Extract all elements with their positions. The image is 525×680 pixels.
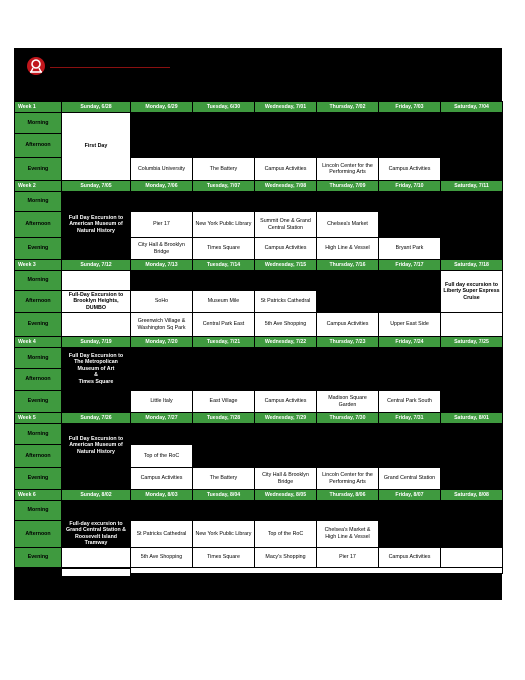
slot-label: Evening — [15, 547, 62, 567]
slot-label: Evening — [15, 313, 62, 337]
excursion-line: & — [94, 372, 98, 379]
slot-label: Morning — [15, 424, 62, 445]
slot-label: Afternoon — [15, 369, 62, 391]
day-header: Monday, 7/27 — [131, 413, 193, 424]
slot-label: Evening — [15, 391, 62, 413]
slot-row — [15, 501, 503, 521]
activity-cell: 5th Ave Shopping — [255, 313, 317, 337]
week-label: Week 4 — [15, 337, 62, 348]
week-header-row — [15, 181, 503, 192]
activity-cell: Times Square — [193, 238, 255, 260]
empty-cell — [379, 521, 503, 548]
activity-cell: Top of the RoC — [255, 521, 317, 548]
empty-cell — [131, 113, 503, 134]
week-header-row — [15, 490, 503, 501]
activity-cell: New York Public Library — [193, 521, 255, 548]
day-header: Monday, 6/29 — [131, 102, 193, 113]
activity-cell: Lincoln Center for the Performing Arts — [317, 468, 379, 490]
activity-cell: East Village — [193, 391, 255, 413]
empty-cell — [62, 271, 131, 291]
day-header: Thursday, 7/30 — [317, 413, 379, 424]
empty-cell — [15, 567, 62, 573]
week-header-row — [15, 413, 503, 424]
activity-cell: Central Park South — [379, 391, 441, 413]
day-header: Friday, 7/10 — [379, 181, 441, 192]
activity-cell: Columbia University — [131, 158, 193, 181]
empty-cell — [317, 291, 441, 313]
day-header: Tuesday, 8/04 — [193, 490, 255, 501]
activity-cell: Museum Mile — [193, 291, 255, 313]
excursion-cell: Full day excursion to Liberty Super Express Cruise — [441, 271, 503, 313]
slot-label: Afternoon — [15, 291, 62, 313]
empty-cell — [62, 238, 131, 260]
activity-cell: Central Park East — [193, 313, 255, 337]
slot-row — [15, 313, 503, 337]
day-header: Monday, 7/06 — [131, 181, 193, 192]
day-header: Wednesday, 7/22 — [255, 337, 317, 348]
slot-label: Morning — [15, 501, 62, 521]
empty-cell — [62, 468, 131, 490]
activity-cell: Upper East Side — [379, 313, 441, 337]
week-label: Week 5 — [15, 413, 62, 424]
empty-cell — [62, 501, 131, 521]
empty-cell — [131, 348, 503, 369]
empty-cell — [131, 134, 503, 158]
day-header: Saturday, 8/01 — [441, 413, 503, 424]
activity-cell: New York Public Library — [193, 212, 255, 238]
slot-row — [15, 521, 503, 548]
day-header: Wednesday, 8/05 — [255, 490, 317, 501]
activity-cell: Bryant Park — [379, 238, 441, 260]
slot-row — [15, 271, 503, 291]
header-rule — [50, 67, 170, 68]
day-header: Saturday, 7/04 — [441, 102, 503, 113]
activity-cell: Top of the RoC — [131, 445, 193, 468]
activity-cell: Madison Square Garden — [317, 391, 379, 413]
day-header: Friday, 7/17 — [379, 260, 441, 271]
empty-cell — [441, 468, 503, 490]
day-header: Wednesday, 7/01 — [255, 102, 317, 113]
excursion-cell: Full Day Excursion to American Museum of Natural History — [62, 424, 131, 468]
week-header-row — [15, 102, 503, 113]
day-header: Tuesday, 7/28 — [193, 413, 255, 424]
day-header: Friday, 7/24 — [379, 337, 441, 348]
activity-cell: 5th Ave Shopping — [131, 547, 193, 567]
day-header: Friday, 8/07 — [379, 490, 441, 501]
week-label: Week 2 — [15, 181, 62, 192]
week-header-row — [15, 260, 503, 271]
day-header: Sunday, 7/05 — [62, 181, 131, 192]
empty-cell — [441, 238, 503, 260]
empty-cell — [62, 391, 131, 413]
activity-cell: Little Italy — [131, 391, 193, 413]
logo-icon — [26, 56, 46, 76]
activity-cell: Grand Central Station — [379, 468, 441, 490]
slot-row — [15, 192, 503, 212]
slot-row — [15, 212, 503, 238]
footer-bar — [131, 567, 503, 573]
day-header: Tuesday, 7/21 — [193, 337, 255, 348]
excursion-cell: First Day — [62, 113, 131, 181]
slot-row — [15, 468, 503, 490]
empty-cell — [62, 313, 131, 337]
day-header: Saturday, 8/08 — [441, 490, 503, 501]
week-label: Week 1 — [15, 102, 62, 113]
activity-cell: The Battery — [193, 158, 255, 181]
activity-cell: SoHo — [131, 291, 193, 313]
day-header: Monday, 8/03 — [131, 490, 193, 501]
day-header: Monday, 7/13 — [131, 260, 193, 271]
activity-cell: City Hall & Brooklyn Bridge — [255, 468, 317, 490]
slot-label: Morning — [15, 348, 62, 369]
empty-cell — [131, 271, 441, 291]
slot-row — [15, 238, 503, 260]
week-header-row — [15, 337, 503, 348]
activity-cell: St Patricks Cathedral — [255, 291, 317, 313]
activity-cell: City Hall & Brooklyn Bridge — [131, 238, 193, 260]
slot-row — [15, 291, 503, 313]
day-header: Sunday, 7/12 — [62, 260, 131, 271]
day-header: Tuesday, 7/07 — [193, 181, 255, 192]
empty-cell — [379, 212, 503, 238]
slot-row — [15, 391, 503, 413]
day-header: Tuesday, 6/30 — [193, 102, 255, 113]
slot-label: Afternoon — [15, 212, 62, 238]
activity-cell: Macy's Shopping — [255, 547, 317, 567]
activity-cell: Summit One & Grand Central Station — [255, 212, 317, 238]
day-header: Sunday, 6/28 — [62, 102, 131, 113]
activity-cell: St Patricks Cathedral — [131, 521, 193, 548]
empty-cell — [131, 501, 503, 521]
day-header: Thursday, 7/09 — [317, 181, 379, 192]
activity-cell: Campus Activities — [255, 391, 317, 413]
slot-label: Morning — [15, 192, 62, 212]
slot-label: Evening — [15, 158, 62, 181]
activity-cell: Lincoln Center for the Performing Arts — [317, 158, 379, 181]
slot-row — [15, 424, 503, 445]
slot-row — [15, 113, 503, 134]
activity-cell: Times Square — [193, 547, 255, 567]
activity-cell: Campus Activities — [379, 158, 441, 181]
schedule-sheet — [14, 48, 502, 600]
day-header: Monday, 7/20 — [131, 337, 193, 348]
activity-cell: High Line & Vessel — [317, 238, 379, 260]
slot-label: Evening — [15, 468, 62, 490]
activity-cell: Campus Activities — [317, 313, 379, 337]
slot-label: Afternoon — [15, 134, 62, 158]
activity-cell: Campus Activities — [379, 547, 441, 567]
empty-cell — [62, 547, 131, 567]
activity-cell: Chelsea's Market — [317, 212, 379, 238]
empty-cell — [441, 313, 503, 337]
day-header: Wednesday, 7/29 — [255, 413, 317, 424]
excursion-cell — [62, 348, 131, 391]
day-header: Wednesday, 7/08 — [255, 181, 317, 192]
activity-cell: The Battery — [193, 468, 255, 490]
day-header: Thursday, 7/16 — [317, 260, 379, 271]
week-label: Week 3 — [15, 260, 62, 271]
day-header: Tuesday, 7/14 — [193, 260, 255, 271]
slot-label: Afternoon — [15, 521, 62, 548]
slot-label: Morning — [15, 271, 62, 291]
week-label: Week 6 — [15, 490, 62, 501]
empty-cell — [441, 158, 503, 181]
notes-box — [62, 569, 130, 576]
day-header: Friday, 7/03 — [379, 102, 441, 113]
day-header: Sunday, 8/02 — [62, 490, 131, 501]
slot-label: Morning — [15, 113, 62, 134]
day-header: Saturday, 7/25 — [441, 337, 503, 348]
day-header: Thursday, 7/02 — [317, 102, 379, 113]
activity-cell: Campus Activities — [131, 468, 193, 490]
activity-cell: Pier 17 — [317, 547, 379, 567]
day-header: Saturday, 7/18 — [441, 260, 503, 271]
day-header: Friday, 7/31 — [379, 413, 441, 424]
slot-row — [15, 348, 503, 369]
excursion-cell: Full-Day Excursion to Brooklyn Heights, DUMBO — [62, 291, 131, 313]
excursion-line: Full Day Excursion to The Metropolican Museum of Art — [68, 352, 124, 372]
empty-cell — [62, 192, 131, 212]
day-header: Wednesday, 7/15 — [255, 260, 317, 271]
empty-cell — [441, 391, 503, 413]
excursion-line: Times Square — [78, 378, 114, 385]
excursion-cell: Full Day Excursion to American Museum of Natural History — [62, 212, 131, 238]
schedule-table — [14, 101, 503, 574]
activity-cell: Greenwich Village & Washington Sq Park — [131, 313, 193, 337]
activity-cell: Pier 17 — [131, 212, 193, 238]
activity-cell: Campus Activities — [255, 158, 317, 181]
empty-cell — [131, 424, 503, 445]
slot-row — [15, 547, 503, 567]
empty-cell — [131, 192, 503, 212]
activity-cell: Campus Activities — [255, 238, 317, 260]
slot-label: Afternoon — [15, 445, 62, 468]
day-header: Saturday, 7/11 — [441, 181, 503, 192]
empty-cell — [193, 445, 503, 468]
slot-label: Evening — [15, 238, 62, 260]
day-header: Thursday, 8/06 — [317, 490, 379, 501]
excursion-cell: Full-day excursion to Grand Central Station & Roosevelt Island Tramway — [62, 521, 131, 548]
day-header: Sunday, 7/19 — [62, 337, 131, 348]
day-header: Sunday, 7/26 — [62, 413, 131, 424]
activity-cell: Chelsea's Market & High Line & Vessel — [317, 521, 379, 548]
empty-cell — [441, 547, 503, 567]
day-header: Thursday, 7/23 — [317, 337, 379, 348]
empty-cell — [131, 369, 503, 391]
